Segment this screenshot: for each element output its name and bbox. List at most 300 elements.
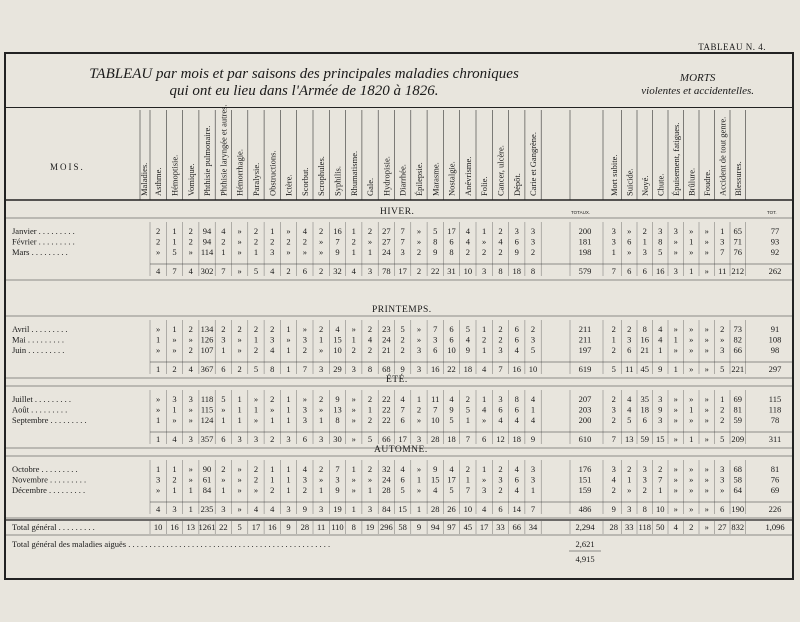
cell: 2 xyxy=(253,464,259,474)
cell: 1 xyxy=(367,404,373,415)
cell: 9 xyxy=(335,394,340,404)
season-sum-cell: 18 xyxy=(463,364,473,374)
cell: » xyxy=(188,334,193,345)
month-tot: 78 xyxy=(770,415,780,425)
cell: 1 xyxy=(351,334,356,345)
cell: » xyxy=(237,485,242,495)
grand-total-cell: 9 xyxy=(416,522,422,532)
death-cell: » xyxy=(673,464,678,474)
death-cell: 3 xyxy=(611,226,616,236)
cell: 124 xyxy=(200,415,214,425)
cell: 2 xyxy=(221,324,226,334)
cell: 6 xyxy=(514,324,519,334)
cell: 2 xyxy=(498,464,503,474)
season-sum-cell: 6 xyxy=(221,364,226,374)
cell: 2 xyxy=(221,236,226,247)
cell: » xyxy=(188,404,193,415)
season-sum-death: 1 xyxy=(673,364,678,374)
cell: » xyxy=(270,404,275,415)
cell: 2 xyxy=(188,226,193,236)
cell: 8 xyxy=(433,236,438,247)
cell: 1 xyxy=(319,334,324,345)
cell: 1 xyxy=(221,415,226,425)
death-cell: 81 xyxy=(733,404,742,415)
cell: 3 xyxy=(498,474,503,485)
cell: » xyxy=(172,334,177,345)
death-cell: 1 xyxy=(658,345,663,355)
month-label: Mars . . . . . . . . . xyxy=(12,247,68,257)
season-sum-cell: 3 xyxy=(416,434,422,444)
cell: 9 xyxy=(433,464,438,474)
death-cell: » xyxy=(673,394,678,404)
cell: 1 xyxy=(367,485,373,495)
cell: 6 xyxy=(449,324,454,334)
grand-total-death: 28 xyxy=(609,522,618,532)
cell: » xyxy=(237,345,242,355)
death-cell: 6 xyxy=(642,415,647,425)
season-sum-total: 610 xyxy=(578,434,592,444)
cell: 1 xyxy=(221,345,226,355)
cell: 1 xyxy=(221,247,226,257)
cell: 1 xyxy=(286,345,291,355)
month-total: 200 xyxy=(578,226,592,236)
death-cell: » xyxy=(704,464,709,474)
season-sum-death: 1 xyxy=(689,434,694,444)
cell: » xyxy=(286,247,291,257)
season-sum-death: 7 xyxy=(611,434,616,444)
cell: 5 xyxy=(465,404,470,415)
death-cell: 66 xyxy=(733,345,742,355)
death-column-header-3: Chute. xyxy=(655,173,666,196)
cell: 2 xyxy=(302,236,307,247)
cell: 1 xyxy=(530,404,536,415)
cell: 1 xyxy=(286,464,291,474)
cell: » xyxy=(156,394,161,404)
cell: 5 xyxy=(530,345,536,355)
death-cell: 76 xyxy=(733,247,742,257)
cell: 1 xyxy=(482,226,487,236)
death-cell: 8 xyxy=(658,236,663,247)
cell: » xyxy=(302,324,307,334)
cell: 1 xyxy=(465,415,470,425)
cell: 2 xyxy=(302,345,307,355)
column-header-15: Hydropisie. xyxy=(381,156,392,196)
cell: 3 xyxy=(530,464,536,474)
cell: 7 xyxy=(400,404,405,415)
column-header-3: Vomique. xyxy=(185,163,196,196)
season-sum-cell: 2 xyxy=(416,266,422,276)
cell: 6 xyxy=(514,236,519,247)
cell: 4 xyxy=(498,236,503,247)
cell: 10 xyxy=(333,345,342,355)
season-sum-death: 5 xyxy=(611,364,616,374)
season-sum-death: 10 xyxy=(656,504,665,514)
column-header-10: Scorbut. xyxy=(299,167,310,196)
cell: 4 xyxy=(367,334,373,345)
cell: 2 xyxy=(530,247,536,257)
grand-total-label: Total général . . . . . . . . . xyxy=(12,522,95,532)
death-cell: 3 xyxy=(611,464,616,474)
grand-total-cell: 22 xyxy=(219,522,228,532)
grand-total-death: » xyxy=(704,522,709,532)
season-sum-cell: 7 xyxy=(302,364,307,374)
death-cell: » xyxy=(704,324,709,334)
mois-column-label: MOIS. xyxy=(50,162,85,172)
season-sum-cell: 2 xyxy=(286,266,291,276)
season-sum-death: 9 xyxy=(658,364,663,374)
cell: 3 xyxy=(498,394,503,404)
cell: 2 xyxy=(465,247,470,257)
cell: 9 xyxy=(433,247,438,257)
death-cell: 59 xyxy=(733,415,742,425)
cell: 5 xyxy=(465,324,470,334)
cell: 2 xyxy=(319,464,324,474)
death-cell: » xyxy=(673,236,678,247)
season-sum-cell: 10 xyxy=(463,504,473,514)
cell: 6 xyxy=(498,404,503,415)
season-sum-cell: 19 xyxy=(333,504,342,514)
grand-total-death: 832 xyxy=(731,522,745,532)
cell: 1 xyxy=(188,485,193,495)
cell: 107 xyxy=(200,345,214,355)
season-sum-cell: 68 xyxy=(382,364,391,374)
season-sum-cell: 9 xyxy=(302,504,307,514)
season-sum-total: 579 xyxy=(578,266,592,276)
season-sum-death: 5 xyxy=(720,364,725,374)
cell: » xyxy=(172,345,177,355)
morts-line-2: violentes et accidentelles. xyxy=(641,85,754,97)
season-sum-cell: 5 xyxy=(253,364,259,374)
cell: 6 xyxy=(449,334,454,345)
death-cell: » xyxy=(689,394,694,404)
death-cell: 1 xyxy=(673,334,678,345)
grand-total-cell: 9 xyxy=(286,522,291,532)
grand-total-cell: 110 xyxy=(331,522,344,532)
cell: 27 xyxy=(382,226,391,236)
season-sum-cell: 4 xyxy=(351,266,356,276)
cell: 2 xyxy=(498,247,503,257)
season-sum-death: 7 xyxy=(611,266,616,276)
cell: 1 xyxy=(482,324,487,334)
season-sum-cell: 2 xyxy=(270,434,275,444)
death-cell: 7 xyxy=(720,247,725,257)
cell: 1 xyxy=(172,404,177,415)
cell: 1 xyxy=(351,464,356,474)
death-cell: 3 xyxy=(673,226,678,236)
grand-total-cell: 13 xyxy=(186,522,195,532)
season-sum-cell: 7 xyxy=(530,504,536,514)
cell: » xyxy=(319,345,324,355)
season-sum-cell: 3 xyxy=(367,266,373,276)
cell: » xyxy=(319,404,324,415)
cell: 4 xyxy=(465,334,470,345)
cell: 4 xyxy=(465,226,470,236)
month-total: 159 xyxy=(578,485,592,495)
cell: 3 xyxy=(221,334,226,345)
cell: 7 xyxy=(335,236,340,247)
cell: 4 xyxy=(433,485,438,495)
cell: 3 xyxy=(530,226,536,236)
cell: 2 xyxy=(156,226,161,236)
cell: » xyxy=(188,464,193,474)
grand-total-cell: 10 xyxy=(153,522,163,532)
grand-total-cell: 16 xyxy=(268,522,277,532)
morts-line-1: MORTS xyxy=(679,72,716,84)
season-sum-cell: 17 xyxy=(398,266,407,276)
season-sum-death: » xyxy=(704,434,709,444)
season-sum-cell: 7 xyxy=(221,266,226,276)
cell: 2 xyxy=(482,247,487,257)
grand-total-cell: 94 xyxy=(431,522,440,532)
grand-total-cell: 33 xyxy=(496,522,505,532)
grand-total-cell: 8 xyxy=(351,522,356,532)
season-sum-tot: 226 xyxy=(768,504,782,514)
death-cell: 1 xyxy=(611,334,616,345)
cell: 2 xyxy=(351,236,356,247)
month-total: 181 xyxy=(578,236,592,247)
cell: 9 xyxy=(514,247,519,257)
season-sum-cell: 3 xyxy=(351,364,356,374)
cell: 4 xyxy=(302,464,307,474)
grand-total-death: 33 xyxy=(625,522,634,532)
cell: 27 xyxy=(382,236,391,247)
cell: 10 xyxy=(447,345,456,355)
season-sum-cell: 15 xyxy=(398,504,407,514)
death-cell: 1 xyxy=(720,394,725,404)
death-cell: » xyxy=(673,324,678,334)
cell: » xyxy=(172,415,177,425)
death-column-header-6: Foudre. xyxy=(701,169,712,196)
cell: 1 xyxy=(221,485,226,495)
cell: 4 xyxy=(530,394,536,404)
cell: 3 xyxy=(335,474,340,485)
cell: 9 xyxy=(335,485,340,495)
cell: 2 xyxy=(270,324,275,334)
cell: 1 xyxy=(482,394,487,404)
cell: 6 xyxy=(514,334,519,345)
cell: 3 xyxy=(498,345,503,355)
cell: 21 xyxy=(382,345,391,355)
cell: » xyxy=(416,236,422,247)
cell: 4 xyxy=(514,464,519,474)
grand-total-cell: 5 xyxy=(237,522,242,532)
season-sum-death: 212 xyxy=(731,266,745,276)
season-sum-tot: 311 xyxy=(768,434,782,444)
cell: 1 xyxy=(351,226,356,236)
death-cell: » xyxy=(689,415,694,425)
season-sum-cell: 3 xyxy=(319,504,324,514)
cell: 1 xyxy=(367,247,373,257)
cell: 1 xyxy=(156,464,161,474)
cell: 2 xyxy=(188,324,193,334)
season-sum-cell: » xyxy=(351,434,356,444)
cell: 7 xyxy=(433,404,438,415)
death-cell: 3 xyxy=(642,464,647,474)
season-sum-cell: 3 xyxy=(482,266,487,276)
death-cell: » xyxy=(627,247,632,257)
cell: 16 xyxy=(333,226,342,236)
cell: 1 xyxy=(253,404,259,415)
season-sum-cell: 29 xyxy=(333,364,342,374)
death-cell: 35 xyxy=(640,394,649,404)
month-tot: 118 xyxy=(768,404,782,415)
cell: 1 xyxy=(172,226,177,236)
cell: 1 xyxy=(530,485,536,495)
death-cell: » xyxy=(704,226,709,236)
season-sum-cell: 18 xyxy=(512,434,521,444)
column-header-22: Cancer, ulcère. xyxy=(495,145,506,196)
season-sum-cell: 31 xyxy=(447,266,456,276)
season-sum-cell: 7 xyxy=(465,434,470,444)
cell: 1 xyxy=(286,415,291,425)
death-cell: 2 xyxy=(627,324,632,334)
season-sum-cell: 30 xyxy=(333,434,342,444)
cell: 4 xyxy=(530,415,536,425)
cell: » xyxy=(351,485,356,495)
death-cell: 18 xyxy=(640,404,649,415)
month-total: 197 xyxy=(578,345,592,355)
cell: 1 xyxy=(286,394,291,404)
season-sum-cell: 4 xyxy=(188,266,193,276)
season-heading: ÉTÉ. xyxy=(386,375,408,385)
cell: 7 xyxy=(400,236,405,247)
season-sum-cell: 2 xyxy=(172,364,177,374)
season-sum-cell: 8 xyxy=(367,364,373,374)
cell: » xyxy=(156,247,161,257)
cell: 2 xyxy=(253,474,259,485)
season-heading: PRINTEMPS. xyxy=(372,305,432,315)
season-sum-cell: 1 xyxy=(156,364,161,374)
cell: 23 xyxy=(382,324,391,334)
month-label: Septembre . . . . . . . . . xyxy=(12,415,87,425)
cell: 115 xyxy=(200,404,214,415)
cell: 5 xyxy=(449,415,454,425)
season-sum-cell: 4 xyxy=(253,504,259,514)
cell: 2 xyxy=(319,394,324,404)
death-column-header-8: Blessures. xyxy=(732,161,743,196)
season-sum-death: 13 xyxy=(625,434,634,444)
column-header-20: Anévrisme. xyxy=(462,156,473,196)
cell: 2 xyxy=(416,247,422,257)
cell: 1 xyxy=(172,485,177,495)
death-cell: 4 xyxy=(658,324,663,334)
cell: » xyxy=(156,345,161,355)
cell: 2 xyxy=(367,324,373,334)
cell: 4 xyxy=(482,404,487,415)
death-cell: » xyxy=(704,485,709,495)
death-cell: » xyxy=(689,226,694,236)
season-sum-cell: 1 xyxy=(351,504,356,514)
cell: 4 xyxy=(514,345,519,355)
death-cell: » xyxy=(689,324,694,334)
cell: » xyxy=(237,236,242,247)
cell: 2 xyxy=(530,324,536,334)
season-sum-cell: 367 xyxy=(200,364,214,374)
death-cell: » xyxy=(689,485,694,495)
death-cell: 3 xyxy=(611,404,616,415)
cell: 3 xyxy=(172,394,177,404)
season-sum-death: » xyxy=(704,364,709,374)
grand-total-death: 27 xyxy=(718,522,727,532)
cell: 3 xyxy=(530,334,536,345)
season-sum-death: 16 xyxy=(656,266,665,276)
cell: » xyxy=(482,415,487,425)
cell: » xyxy=(367,236,373,247)
cell: 1 xyxy=(253,247,259,257)
death-cell: 3 xyxy=(720,236,725,247)
column-header-0: Maladies. xyxy=(139,162,149,196)
cell: 7 xyxy=(433,324,438,334)
cell: 2 xyxy=(367,394,373,404)
cell: » xyxy=(221,404,226,415)
death-cell: 58 xyxy=(733,474,742,485)
death-cell: 3 xyxy=(720,464,725,474)
column-header-9: Ictère. xyxy=(283,174,294,196)
column-header-6: Hémorrhagie. xyxy=(234,149,245,196)
season-sum-death: » xyxy=(704,504,709,514)
cell: 8 xyxy=(449,247,454,257)
cell: 4 xyxy=(514,415,519,425)
month-label: Janvier . . . . . . . . . xyxy=(12,226,75,236)
acute-total: 2,621 xyxy=(575,539,595,549)
grand-total: 2,294 xyxy=(575,522,595,532)
cell: 5 xyxy=(172,247,177,257)
cell: 2 xyxy=(221,464,226,474)
death-cell: 3 xyxy=(658,394,663,404)
month-tot: 98 xyxy=(770,345,780,355)
death-cell: 2 xyxy=(611,324,616,334)
season-sum-death: » xyxy=(689,364,694,374)
cell: » xyxy=(367,474,373,485)
cell: 3 xyxy=(482,485,487,495)
cell: 2 xyxy=(498,226,503,236)
season-sum-cell: » xyxy=(237,504,242,514)
cell: 5 xyxy=(400,485,405,495)
column-header-23: Dépôt. xyxy=(511,173,522,196)
grand-total-cell: 66 xyxy=(512,522,521,532)
column-header-18: Marasme. xyxy=(430,162,441,196)
cell: » xyxy=(156,485,161,495)
month-tot: 69 xyxy=(770,485,780,495)
death-cell: 64 xyxy=(733,485,742,495)
cell: 2 xyxy=(253,345,259,355)
cell: 1 xyxy=(156,415,161,425)
month-label: Décembre . . . . . . . . . xyxy=(12,485,86,495)
cell: 3 xyxy=(400,247,405,257)
month-total: 207 xyxy=(578,394,592,404)
death-cell: » xyxy=(673,485,678,495)
cell: 2 xyxy=(498,485,503,495)
cell: 3 xyxy=(302,474,307,485)
cell: 3 xyxy=(530,474,536,485)
cell: 1 xyxy=(270,415,275,425)
cell: 1 xyxy=(286,324,291,334)
grand-total-cell: 1261 xyxy=(198,522,216,532)
season-sum-cell: 6 xyxy=(498,504,503,514)
death-column-header-7: Accident de tout genre. xyxy=(717,116,728,196)
month-tot: 76 xyxy=(770,474,780,485)
cell: 2 xyxy=(367,226,373,236)
cell: 84 xyxy=(202,485,212,495)
cell: 7 xyxy=(465,485,470,495)
death-cell: » xyxy=(720,485,725,495)
cell: » xyxy=(253,415,259,425)
cell: » xyxy=(188,247,193,257)
death-cell: 71 xyxy=(733,236,742,247)
death-cell: 2 xyxy=(611,415,616,425)
column-header-8: Obstructions. xyxy=(267,150,278,196)
death-cell: » xyxy=(673,415,678,425)
